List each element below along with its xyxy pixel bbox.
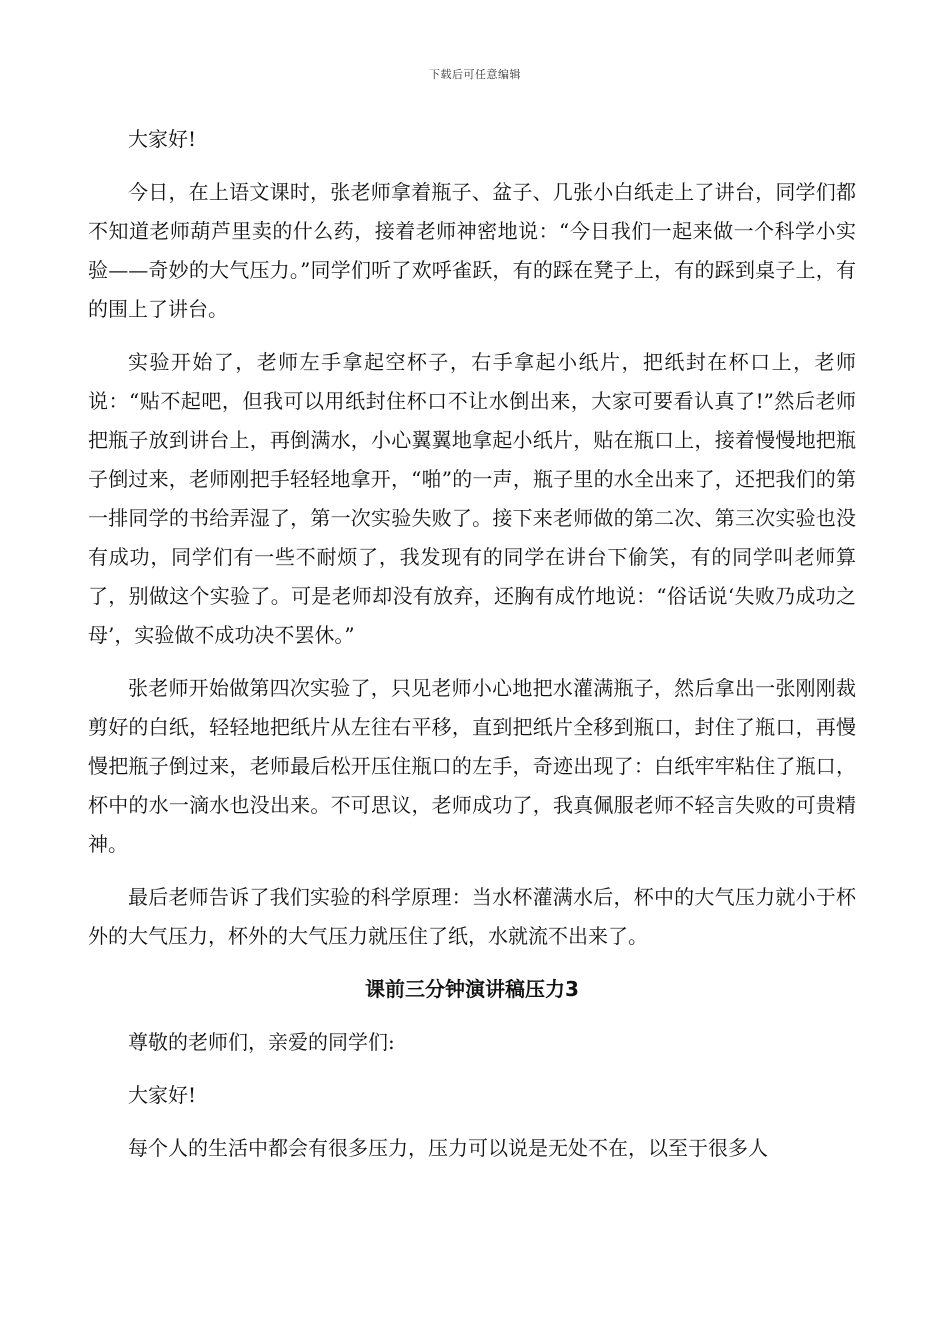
paragraph-fourth-attempt: 张老师开始做第四次实验了，只见老师小心地把水灌满瓶子，然后拿出一张刚刚裁剪好的白纸，轻轻地把纸片从左往右平移，直到把纸片全移到瓶口，封住了瓶口，再慢慢把瓶子倒过来，老师最后松开压住瓶口的左手，奇迹出现了：白纸牢牢粘住了瓶口，杯中的水一滴水也没出来。不可思议，老师成功了，我真佩服老师不轻言失败的可贵精神。	[88, 676, 856, 856]
page-header: 下载后可任意编辑	[429, 68, 521, 81]
paragraph-salutation: 尊敬的老师们，亲爱的同学们:	[128, 1030, 395, 1054]
section-heading: 课前三分钟演讲稿压力3	[365, 977, 579, 1001]
paragraph-experiment-start: 实验开始了，老师左手拿起空杯子，右手拿起小纸片，把纸封在杯口上，老师说：“贴不起吧，但我可以用纸封住杯口不让水倒出来，大家可要看认真了!”然后老师把瓶子放到讲台上，再倒满水，小心翼翼地拿起小纸片，贴在瓶口上，接着慢慢地把瓶子倒过来，老师刚把手轻轻地拿开，“啪”的一声，瓶子里的水全出来了，还把我们的第一排同学的书给弄湿了，第一次实验失败了。接下来老师做的第二次、第三次实验也没有成功，同学们有一些不耐烦了，我发现有的同学在讲台下偷笑，有的同学叫老师算了，别做这个实验了。可是老师却没有放弃，还胸有成竹地说：“俗话说‘失败乃成功之母’，实验做不成功决不罢休。”	[88, 350, 856, 647]
paragraph-pressure-intro: 每个人的生活中都会有很多压力，压力可以说是无处不在，以至于很多人	[128, 1136, 768, 1160]
paragraph-science-principle: 最后老师告诉了我们实验的科学原理：当水杯灌满水后，杯中的大气压力就小于杯外的大气压力，杯外的大气压力就压住了纸，水就流不出来了。	[88, 885, 856, 948]
paragraph-greeting: 大家好!	[128, 127, 197, 151]
document-body	[88, 120, 856, 1182]
paragraph-greeting-2: 大家好!	[128, 1083, 197, 1107]
paragraph-intro: 今日，在上语文课时，张老师拿着瓶子、盆子、几张小白纸走上了讲台，同学们都不知道老师葫芦里卖的什么药，接着老师神密地说：“今日我们一起来做一个科学小实验——奇妙的大气压力。”同学们听了欢呼雀跃，有的踩在凳子上，有的踩到桌子上，有的围上了讲台。	[88, 180, 856, 321]
